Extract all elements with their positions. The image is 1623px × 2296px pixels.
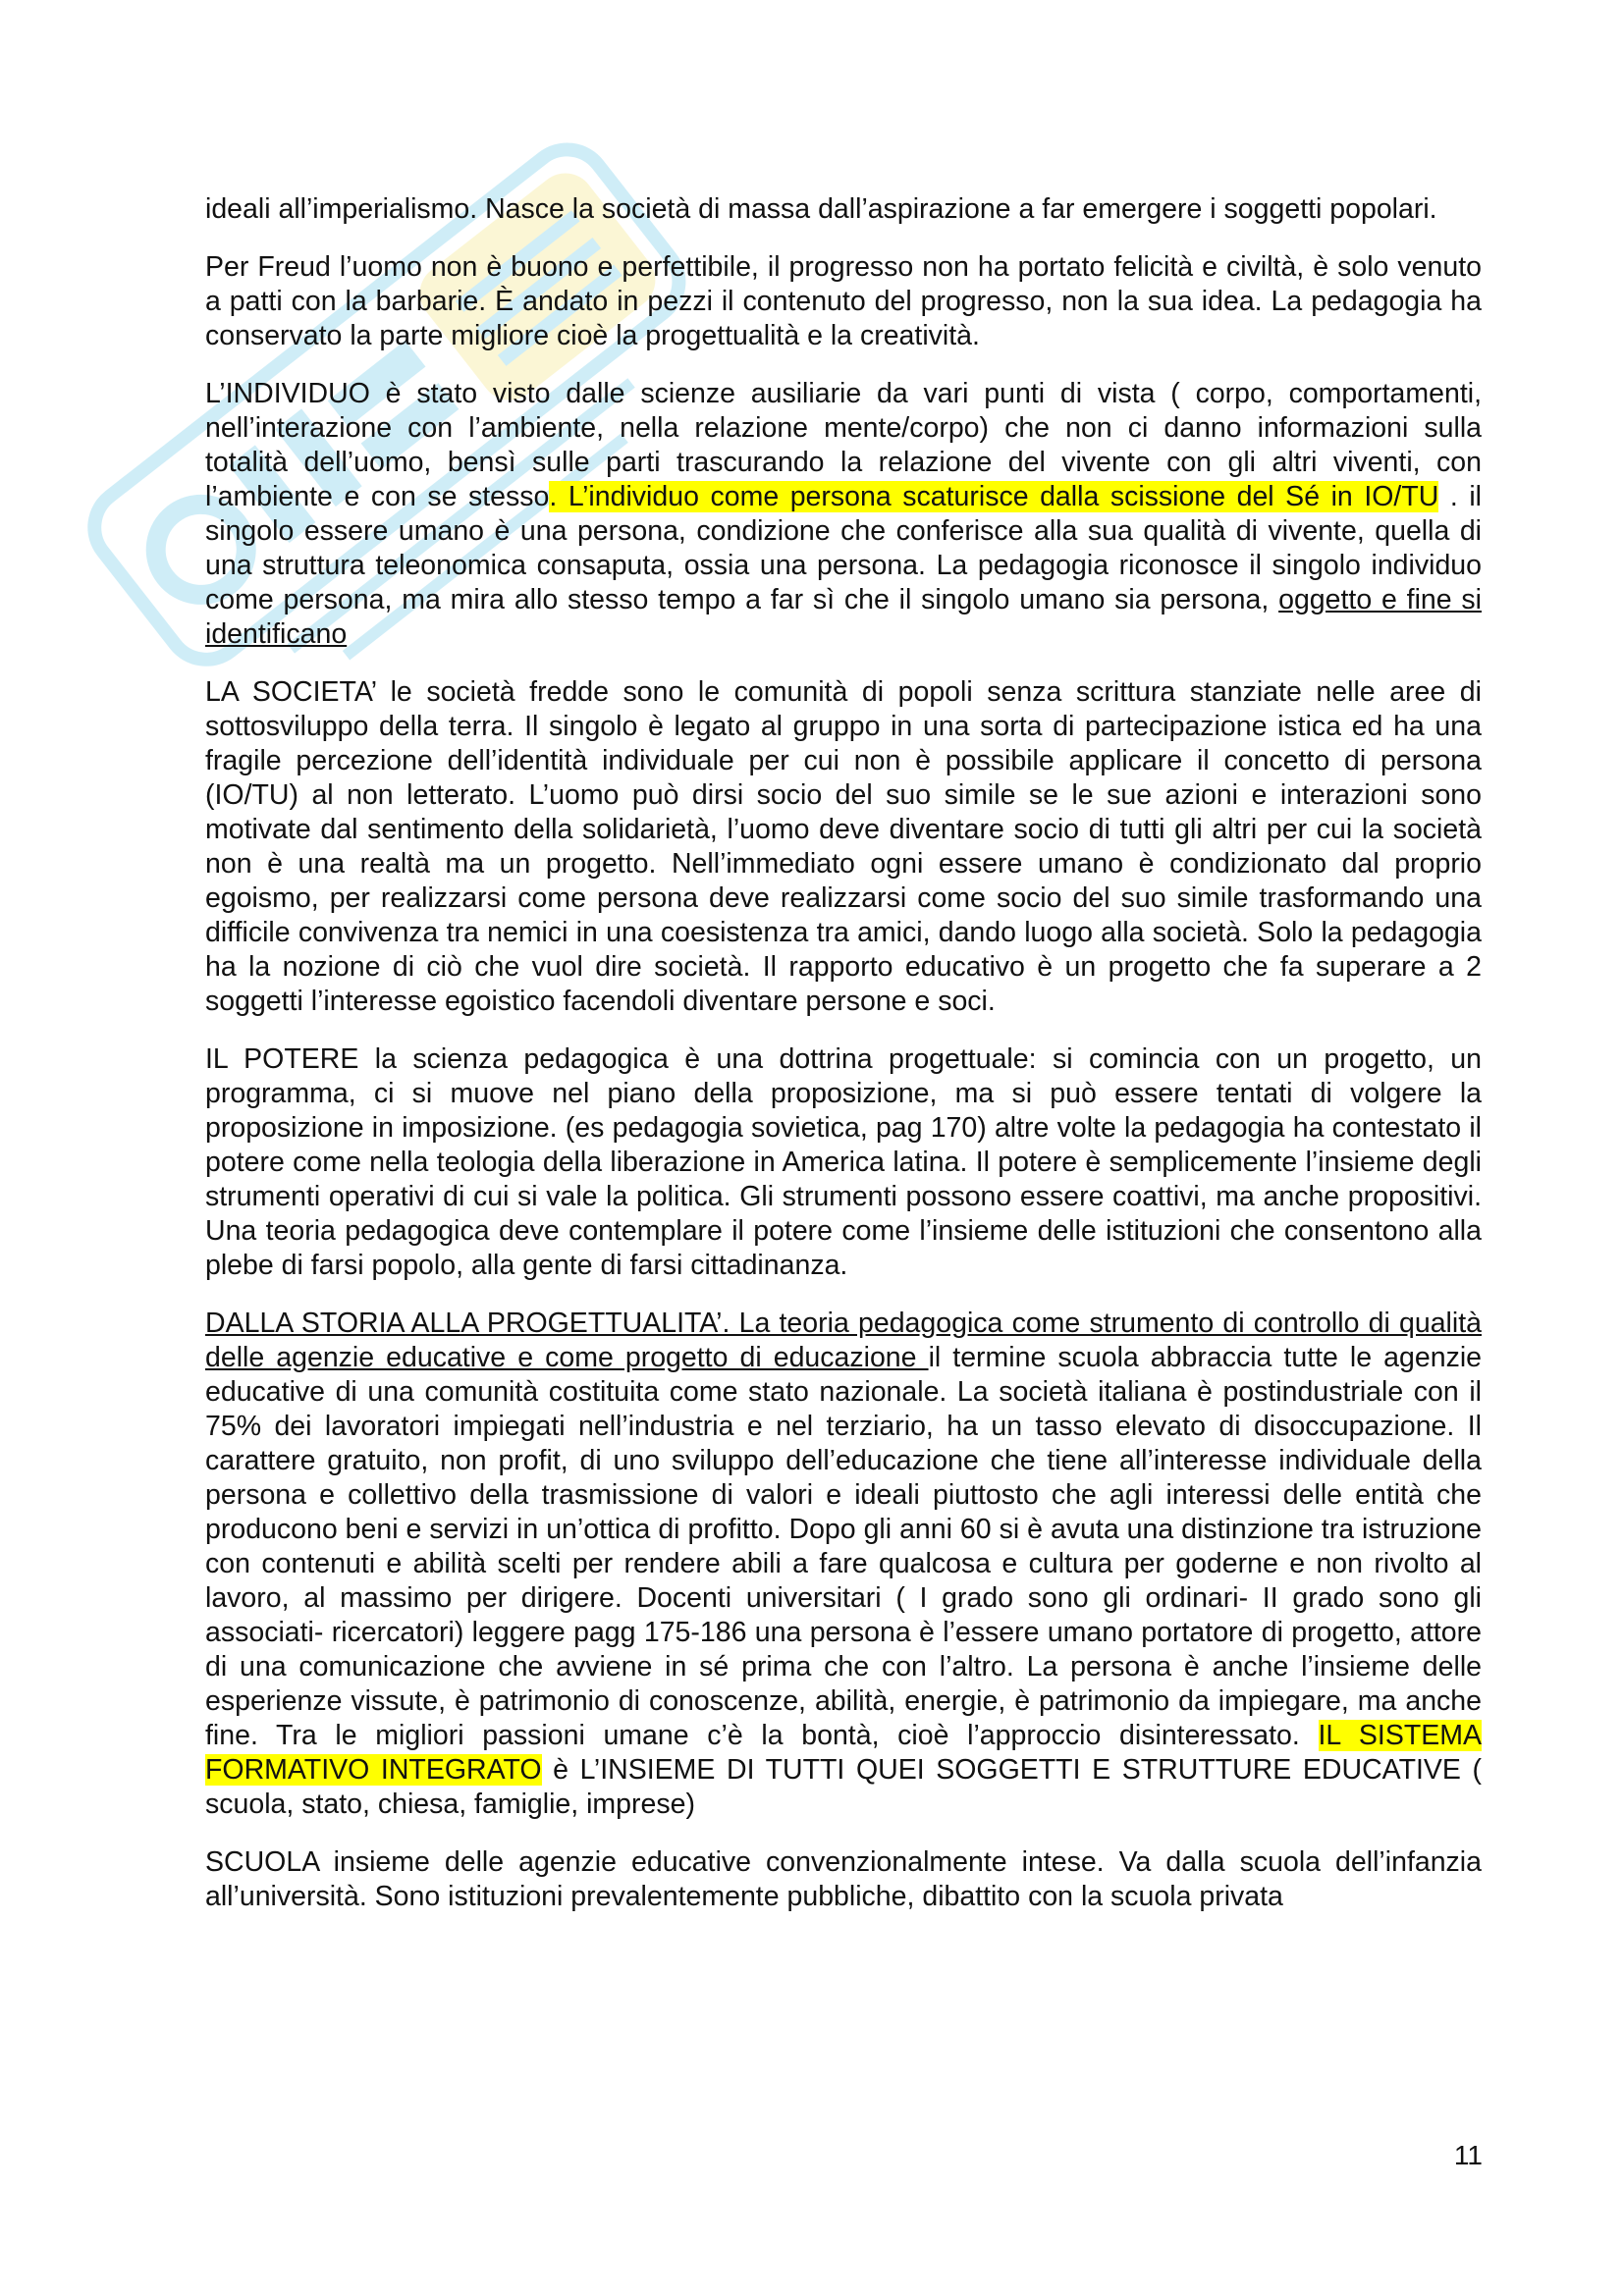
paragraph-individuo xyxy=(205,377,1482,652)
paragraph-freud: Per Freud l’uomo non è buono e perfettibile, il progresso non ha portato felicità e civiltà, è solo venuto a patti con la barbarie. È andato in pezzi il contenuto del progresso, non la sua idea. La pedagogia ha conservato la parte migliore cioè la progettualità e la creatività. xyxy=(205,251,1482,351)
sistema-formativo-text: è L’INSIEME DI TUTTI QUEI SOGGETTI E STRUTTURE EDUCATIVE ( scuola, stato, chiesa, famiglie, imprese) xyxy=(205,1754,1483,1820)
underlined-oggetto-fine: oggetto e fine si identificano xyxy=(205,584,1482,650)
individuo-text: L’INDIVIDUO è stato visto dalle scienze ausiliarie da vari punti di vista ( corpo, comportamenti, nell’interazione con l’ambiente, nella relazione mente/corpo) che non ci danno informazioni sulla totalità dell’uomo, bensì sulle parti trascurando la relazione del vivente con gli altri viventi, con l’ambiente e con se stesso xyxy=(205,378,1482,512)
paragraph-intro: ideali all’imperialismo. Nasce la società di massa dall’aspirazione a far emergere i soggetti popolari. xyxy=(205,193,1437,225)
individuo-text-continued: . il singolo essere umano è una persona, condizione che conferisce alla sua qualità di vivente, quella di una struttura teleonomica consaputa, ossia una persona. La pedagogia riconosce il singolo individuo come persona, ma mira allo stesso tempo a far sì che il singolo umano sia persona, xyxy=(205,481,1482,615)
progettualita-text: il termine scuola abbraccia tutte le agenzie educative di una comunità costituita come stato nazionale. La società italiana è postindustriale con il 75% dei lavoratori impiegati nell’industria e nel terziario, ha un tasso elevato di disoccupazione. Il carattere gratuito, non profit, di uno sviluppo dell’educazione che tiene all’interesse individuale della persona e collettivo della trasmissione di valori e ideali piuttosto che agli interessi delle entità che producono beni e servizi in un’ottica di profitto. Dopo gli anni 60 si è avuta una distinzione tra istruzione con contenuti e abilità scelti per rendere abili a fare qualcosa e cultura per goderne e non rivolto al lavoro, al massimo per dirigere. Docenti universitari ( I grado sono gli ordinari- II grado sono gli associati- ricercatori) leggere pagg 175-186 una persona è l’essere umano portatore di progetto, attore di una comunicazione che avviene in sé prima che con l’altro. La persona è anche l’insieme delle esperienze vissute, è patrimonio di conoscenze, abilità, energie, è patrimonio da impiegare, ma anche fine. Tra le migliori passioni umane c’è la bontà, cioè l’approccio disinteressato. xyxy=(205,1342,1482,1751)
paragraph-potere: IL POTERE la scienza pedagogica è una dottrina progettuale: si comincia con un progetto, un programma, ci si muove nel piano della proposizione, ma si può essere tentati di volgere la proposizione in imposizione. (es pedagogia sovietica, pag 170) altre volte la pedagogia ha contestato il potere come nella teologia della liberazione in America latina. Il potere è semplicemente l’insieme degli strumenti operativi di cui si vale la politica. Gli strumenti possono essere coattivi, ma anche propositivi. Una teoria pedagogica deve contemplare il potere come l’insieme delle istituzioni che consentono alla plebe di farsi popolo, alla gente di farsi cittadinanza. xyxy=(205,1043,1482,1281)
document-body xyxy=(205,192,1482,1938)
highlight-sistema-formativo: IL SISTEMA FORMATIVO INTEGRATO xyxy=(205,1720,1482,1786)
underlined-heading-progettualita: DALLA STORIA ALLA PROGETTUALITA’. La teoria pedagogica come strumento di controllo di qualità delle agenzie educative e come progetto di educazione xyxy=(205,1308,1482,1373)
highlight-persona: . L’individuo come persona scaturisce dalla scissione del Sé in IO/TU xyxy=(549,481,1439,512)
page-number: 11 xyxy=(1453,2140,1483,2170)
paragraph-societa: LA SOCIETA’ le società fredde sono le comunità di popoli senza scrittura stanziate nelle aree di sottosviluppo della terra. Il singolo è legato al gruppo in una sorta di partecipazione istica ed ha una fragile percezione dell’identità individuale per cui non è possibile applicare il concetto di persona (IO/TU) al non letterato. L’uomo può dirsi socio del suo simile se le sue azioni e interazioni sono motivate dal sentimento della solidarietà, l’uomo deve diventare socio di tutti gli altri per cui la società non è una realtà ma un progetto. Nell’immediato ogni essere umano è condizionato dal proprio egoismo, per realizzarsi come persona deve realizzarsi come socio del suo simile trasformando una difficile convivenza tra nemici in una coesistenza tra amici, dando luogo alla società. Solo la pedagogia ha la nozione di ciò che vuol dire società. Il rapporto educativo è un progetto che fa superare a 2 soggetti l’interesse egoistico facendoli diventare persone e soci. xyxy=(205,676,1482,1017)
paragraph-scuola: SCUOLA insieme delle agenzie educative convenzionalmente intese. Va dalla scuola dell’infanzia all’università. Sono istituzioni prevalentemente pubbliche, dibattito con la scuola privata xyxy=(205,1846,1482,1912)
paragraph-progettualita xyxy=(205,1307,1482,1822)
